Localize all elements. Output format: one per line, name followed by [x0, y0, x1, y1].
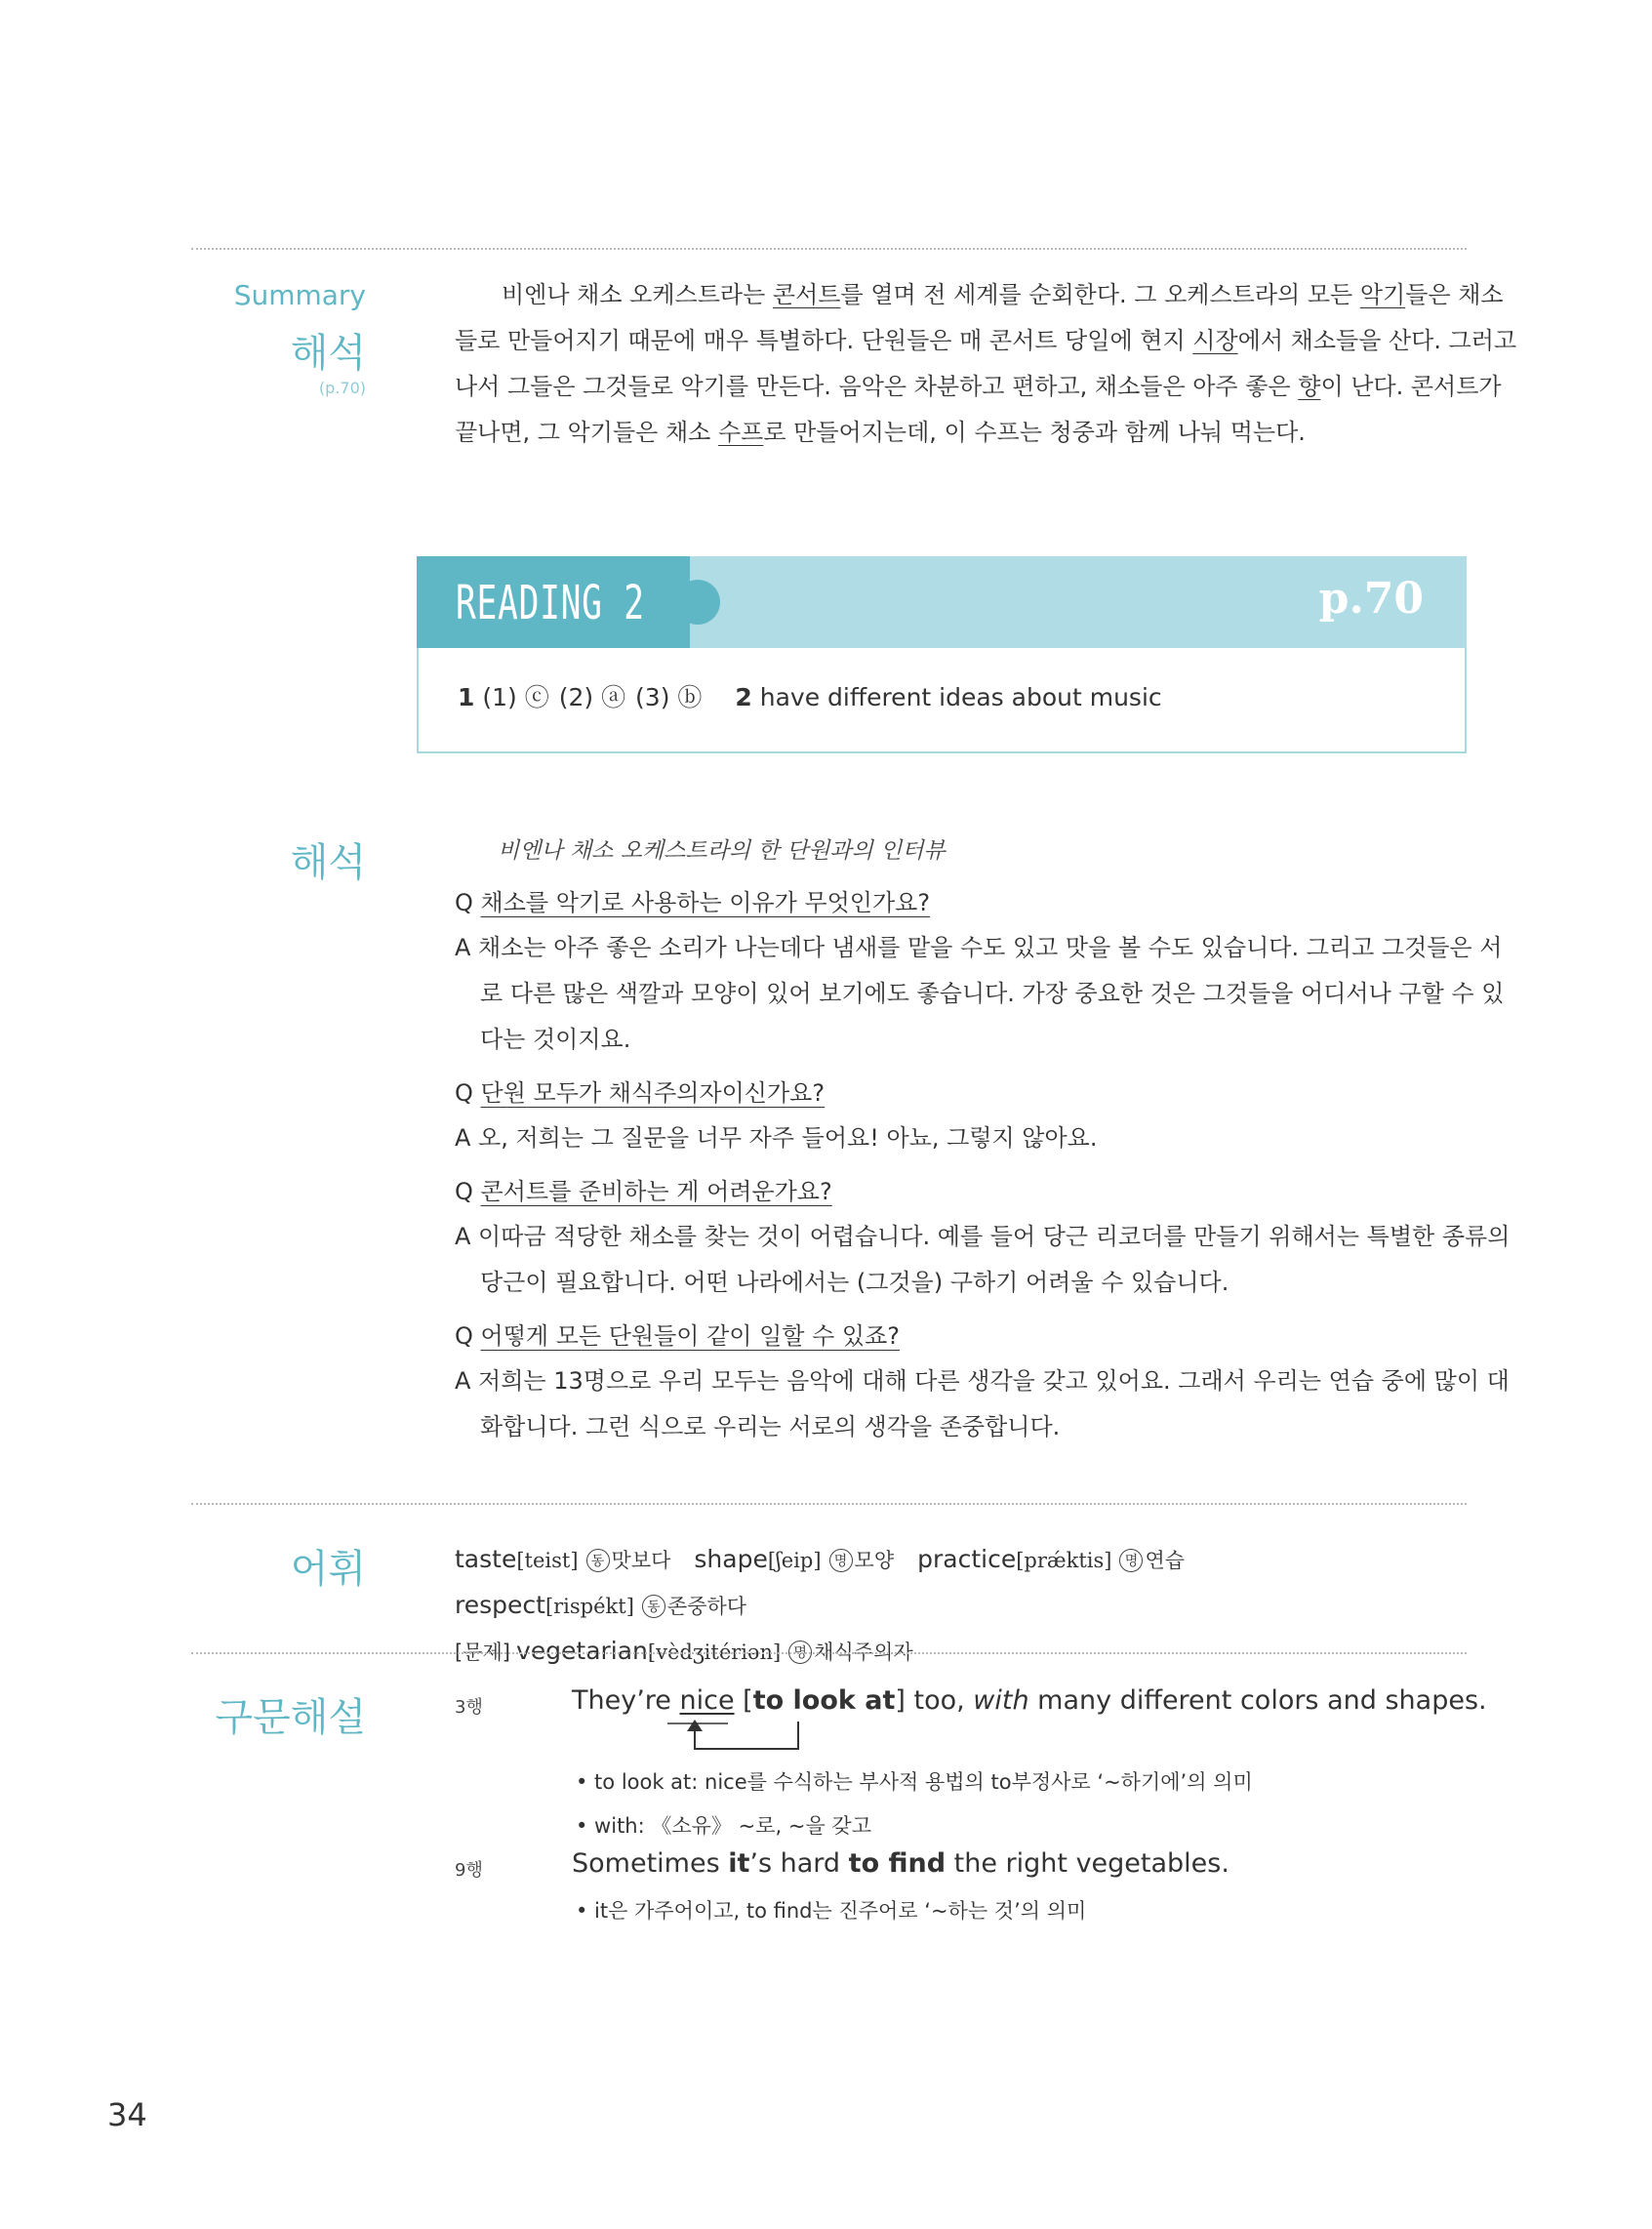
reading-banner — [417, 556, 1467, 648]
sentence-fragment: to look at — [752, 1685, 896, 1716]
vocab-pos: 동 — [642, 1595, 665, 1618]
answer-line — [455, 971, 1505, 1017]
answer-line — [455, 1214, 1511, 1260]
grammar-1-note-1: • to look at: nice를 수식하는 부사적 용법의 to부정사로 ‘~하기에’의 의미 — [576, 1770, 1253, 1794]
answer-1-part-3: (3) — [635, 683, 670, 711]
vocab-ipa: [vèdʒitériən] — [647, 1641, 782, 1664]
question-text: 콘서트를 준비하는 게 어려운가요? — [480, 1178, 832, 1205]
summary-label: Summary — [233, 279, 366, 311]
vocab-ipa: [ʃeip] — [767, 1549, 822, 1572]
answer-2-num: 2 — [735, 683, 752, 711]
answer-1-choice-3: ⓑ — [677, 683, 703, 711]
qa-item — [455, 888, 1505, 1063]
vocab-meaning: 존중하다 — [666, 1595, 747, 1618]
sentence-fragment: to find — [848, 1848, 947, 1879]
vocab-pos: 명 — [829, 1549, 853, 1572]
vocab-item — [455, 1637, 913, 1665]
answer-line — [455, 1358, 1510, 1404]
vocab-word: shape — [694, 1545, 768, 1573]
grammar-2-line-number: 9행 — [455, 1860, 483, 1881]
vocab-item — [455, 1591, 746, 1619]
question-prefix: Q — [455, 889, 481, 916]
answer-line — [455, 1017, 1470, 1063]
summary-keyword: 수프 — [717, 419, 764, 446]
answer-1-part-1: (1) — [482, 683, 517, 711]
summary-line — [455, 272, 1504, 318]
question — [455, 1321, 1470, 1351]
answer-prefix: A — [455, 1124, 479, 1152]
vocab-pos: 명 — [788, 1641, 812, 1664]
sentence-fragment: nice — [679, 1685, 735, 1716]
vocab-pos: 명 — [1119, 1549, 1143, 1572]
answer-line — [455, 1260, 1470, 1306]
summary-text: 비엔나 채소 오케스트라는 — [502, 281, 773, 308]
summary-text: 끝나면, 그 악기들은 채소 — [455, 419, 718, 446]
summary-text: 이 난다. 콘서트가 — [1320, 373, 1502, 400]
sentence-fragment: Sometimes — [572, 1848, 729, 1879]
answer-line — [455, 1115, 1470, 1161]
question-prefix: Q — [455, 1079, 481, 1107]
vocab-word: respect — [455, 1591, 545, 1619]
answer-text: 로 다른 많은 색깔과 모양이 있어 보기에도 좋습니다. 가장 중요한 것은 그것들을 어디서나 구할 수 있 — [480, 980, 1505, 1007]
answer-line — [455, 925, 1503, 971]
answer-1-num: 1 — [458, 683, 475, 711]
sentence-fragment: the right vegetables. — [946, 1848, 1229, 1879]
question-text: 채소를 악기로 사용하는 이유가 무엇인가요? — [480, 889, 931, 916]
sentence-fragment: They’re — [572, 1685, 680, 1716]
vocab-word: taste — [455, 1545, 517, 1573]
question-prefix: Q — [455, 1322, 481, 1350]
answer-line — [458, 683, 1162, 711]
grammar-1-note-2: • with: 《소유》 ~로, ~을 갖고 — [576, 1814, 871, 1838]
grammar-title: 구문해설 — [215, 1695, 366, 1740]
summary-keyword: 시장 — [1192, 327, 1238, 354]
sentence-fragment: with — [973, 1685, 1029, 1716]
answer-text: 오, 저희는 그 질문을 너무 자주 들어요! 아뇨, 그렇지 않아요. — [478, 1124, 1098, 1152]
reading-answer-box — [417, 648, 1467, 753]
vocab-ipa: [prǽktis] — [1016, 1549, 1112, 1572]
sentence-fragment: ’s hard — [749, 1848, 849, 1879]
vocab-title: 어휘 — [290, 1547, 366, 1592]
vocab-pos: 동 — [586, 1549, 610, 1572]
sentence-fragment: ] too, — [895, 1685, 974, 1716]
summary-text: 들로 만들어지기 때문에 매우 특별하다. 단원들은 매 콘서트 당일에 현지 — [455, 327, 1193, 354]
page-number: 34 — [107, 2096, 147, 2133]
vocab-prefix: [문제] — [455, 1641, 510, 1664]
grammar-2-sentence — [572, 1848, 1229, 1879]
summary-line — [455, 364, 1502, 410]
sentence-fragment: many different colors and shapes. — [1028, 1685, 1487, 1716]
question-prefix: Q — [455, 1178, 481, 1205]
answer-prefix: A — [455, 934, 479, 961]
answer-text: 당근이 필요합니다. 어떤 나라에서는 (그것을) 구하기 어려울 수 있습니다. — [480, 1269, 1229, 1296]
vocab-item — [694, 1545, 894, 1573]
summary-text: 로 만들어지는데, 이 수프는 청중과 함께 나눠 먹는다. — [763, 419, 1306, 446]
vocab-meaning: 연습 — [1145, 1549, 1186, 1572]
vocab-meaning: 채식주의자 — [814, 1641, 913, 1664]
summary-keyword: 향 — [1298, 373, 1321, 400]
summary-page-ref: (p.70) — [318, 379, 366, 397]
question — [455, 1078, 1470, 1108]
answer-1-choice-1: ⓒ — [524, 683, 549, 711]
sentence-fragment: it — [728, 1848, 750, 1879]
answer-text: 저희는 13명으로 우리 모두는 음악에 대해 다른 생각을 갖고 있어요. 그래서 우리는 연습 중에 많이 대 — [478, 1367, 1510, 1395]
vocab-ipa: [teist] — [516, 1549, 579, 1572]
vocab-ipa: [rispékt] — [544, 1595, 634, 1618]
question — [455, 888, 1470, 917]
vocab-divider — [191, 1503, 1467, 1505]
modifier-arrow — [664, 1720, 810, 1753]
summary-keyword: 악기 — [1359, 281, 1406, 308]
answer-text: 다는 것이지요. — [480, 1026, 631, 1053]
summary-line — [455, 410, 1470, 456]
answer-2-text: have different ideas about music — [759, 683, 1162, 711]
summary-keyword: 콘서트 — [772, 281, 841, 308]
summary-text: 나서 그들은 그것들로 악기를 만든다. 음악은 차분하고 편하고, 채소들은 아주 좋은 — [455, 373, 1299, 400]
summary-text: 에서 채소들을 산다. 그러고 — [1237, 327, 1517, 354]
vocab-item — [917, 1545, 1185, 1573]
grammar-1-line-number: 3행 — [455, 1697, 483, 1718]
vocab-word: practice — [917, 1545, 1017, 1573]
summary-text: 들은 채소 — [1405, 281, 1504, 308]
answer-prefix: A — [455, 1367, 479, 1395]
translation-title: 해석 — [290, 840, 366, 885]
reading-title: READING 2 — [456, 576, 645, 630]
summary-line — [455, 318, 1517, 364]
qa-item — [455, 1078, 1470, 1161]
question-text: 어떻게 모든 단원들이 같이 일할 수 있죠? — [480, 1322, 900, 1350]
answer-text: 이따금 적당한 채소를 찾는 것이 어렵습니다. 예를 들어 당근 리코더를 만들기 위해서는 특별한 종류의 — [478, 1223, 1511, 1250]
top-divider — [191, 248, 1467, 250]
summary-paragraph — [455, 272, 1517, 456]
interview-qa — [455, 878, 1511, 1450]
qa-item — [455, 1321, 1510, 1450]
qa-item — [455, 1177, 1511, 1306]
reading-page: p.70 — [1318, 574, 1424, 624]
sentence-fragment: [ — [734, 1685, 753, 1716]
answer-1-choice-2: ⓐ — [601, 683, 626, 711]
answer-1-part-2: (2) — [558, 683, 594, 711]
grammar-1-sentence — [572, 1685, 1487, 1716]
vocab-word: vegetarian — [515, 1637, 648, 1665]
answer-prefix: A — [455, 1223, 479, 1250]
question — [455, 1177, 1470, 1206]
summary-text: 를 열며 전 세계를 순회한다. 그 오케스트라의 모든 — [840, 281, 1360, 308]
vocab-meaning: 모양 — [854, 1549, 895, 1572]
grammar-2-note-1: • it은 가주어이고, to find는 진주어로 ‘~하는 것’의 의미 — [576, 1899, 1087, 1923]
translation-subtitle: 비엔나 채소 오케스트라의 한 단원과의 인터뷰 — [498, 838, 946, 864]
answer-text: 채소는 아주 좋은 소리가 나는데다 냄새를 맡을 수도 있고 맛을 볼 수도 있습니다. 그리고 그것들은 서 — [478, 934, 1503, 961]
summary-title: 해석 — [290, 331, 366, 376]
vocab-item — [455, 1545, 670, 1573]
grammar-divider — [191, 1652, 1467, 1654]
question-text: 단원 모두가 채식주의자이신가요? — [480, 1079, 826, 1107]
answer-text: 화합니다. 그런 식으로 우리는 서로의 생각을 존중합니다. — [480, 1413, 1061, 1440]
vocab-meaning: 맛보다 — [611, 1549, 671, 1572]
answer-line — [455, 1404, 1470, 1450]
reading-banner-tab-bump — [675, 580, 720, 625]
